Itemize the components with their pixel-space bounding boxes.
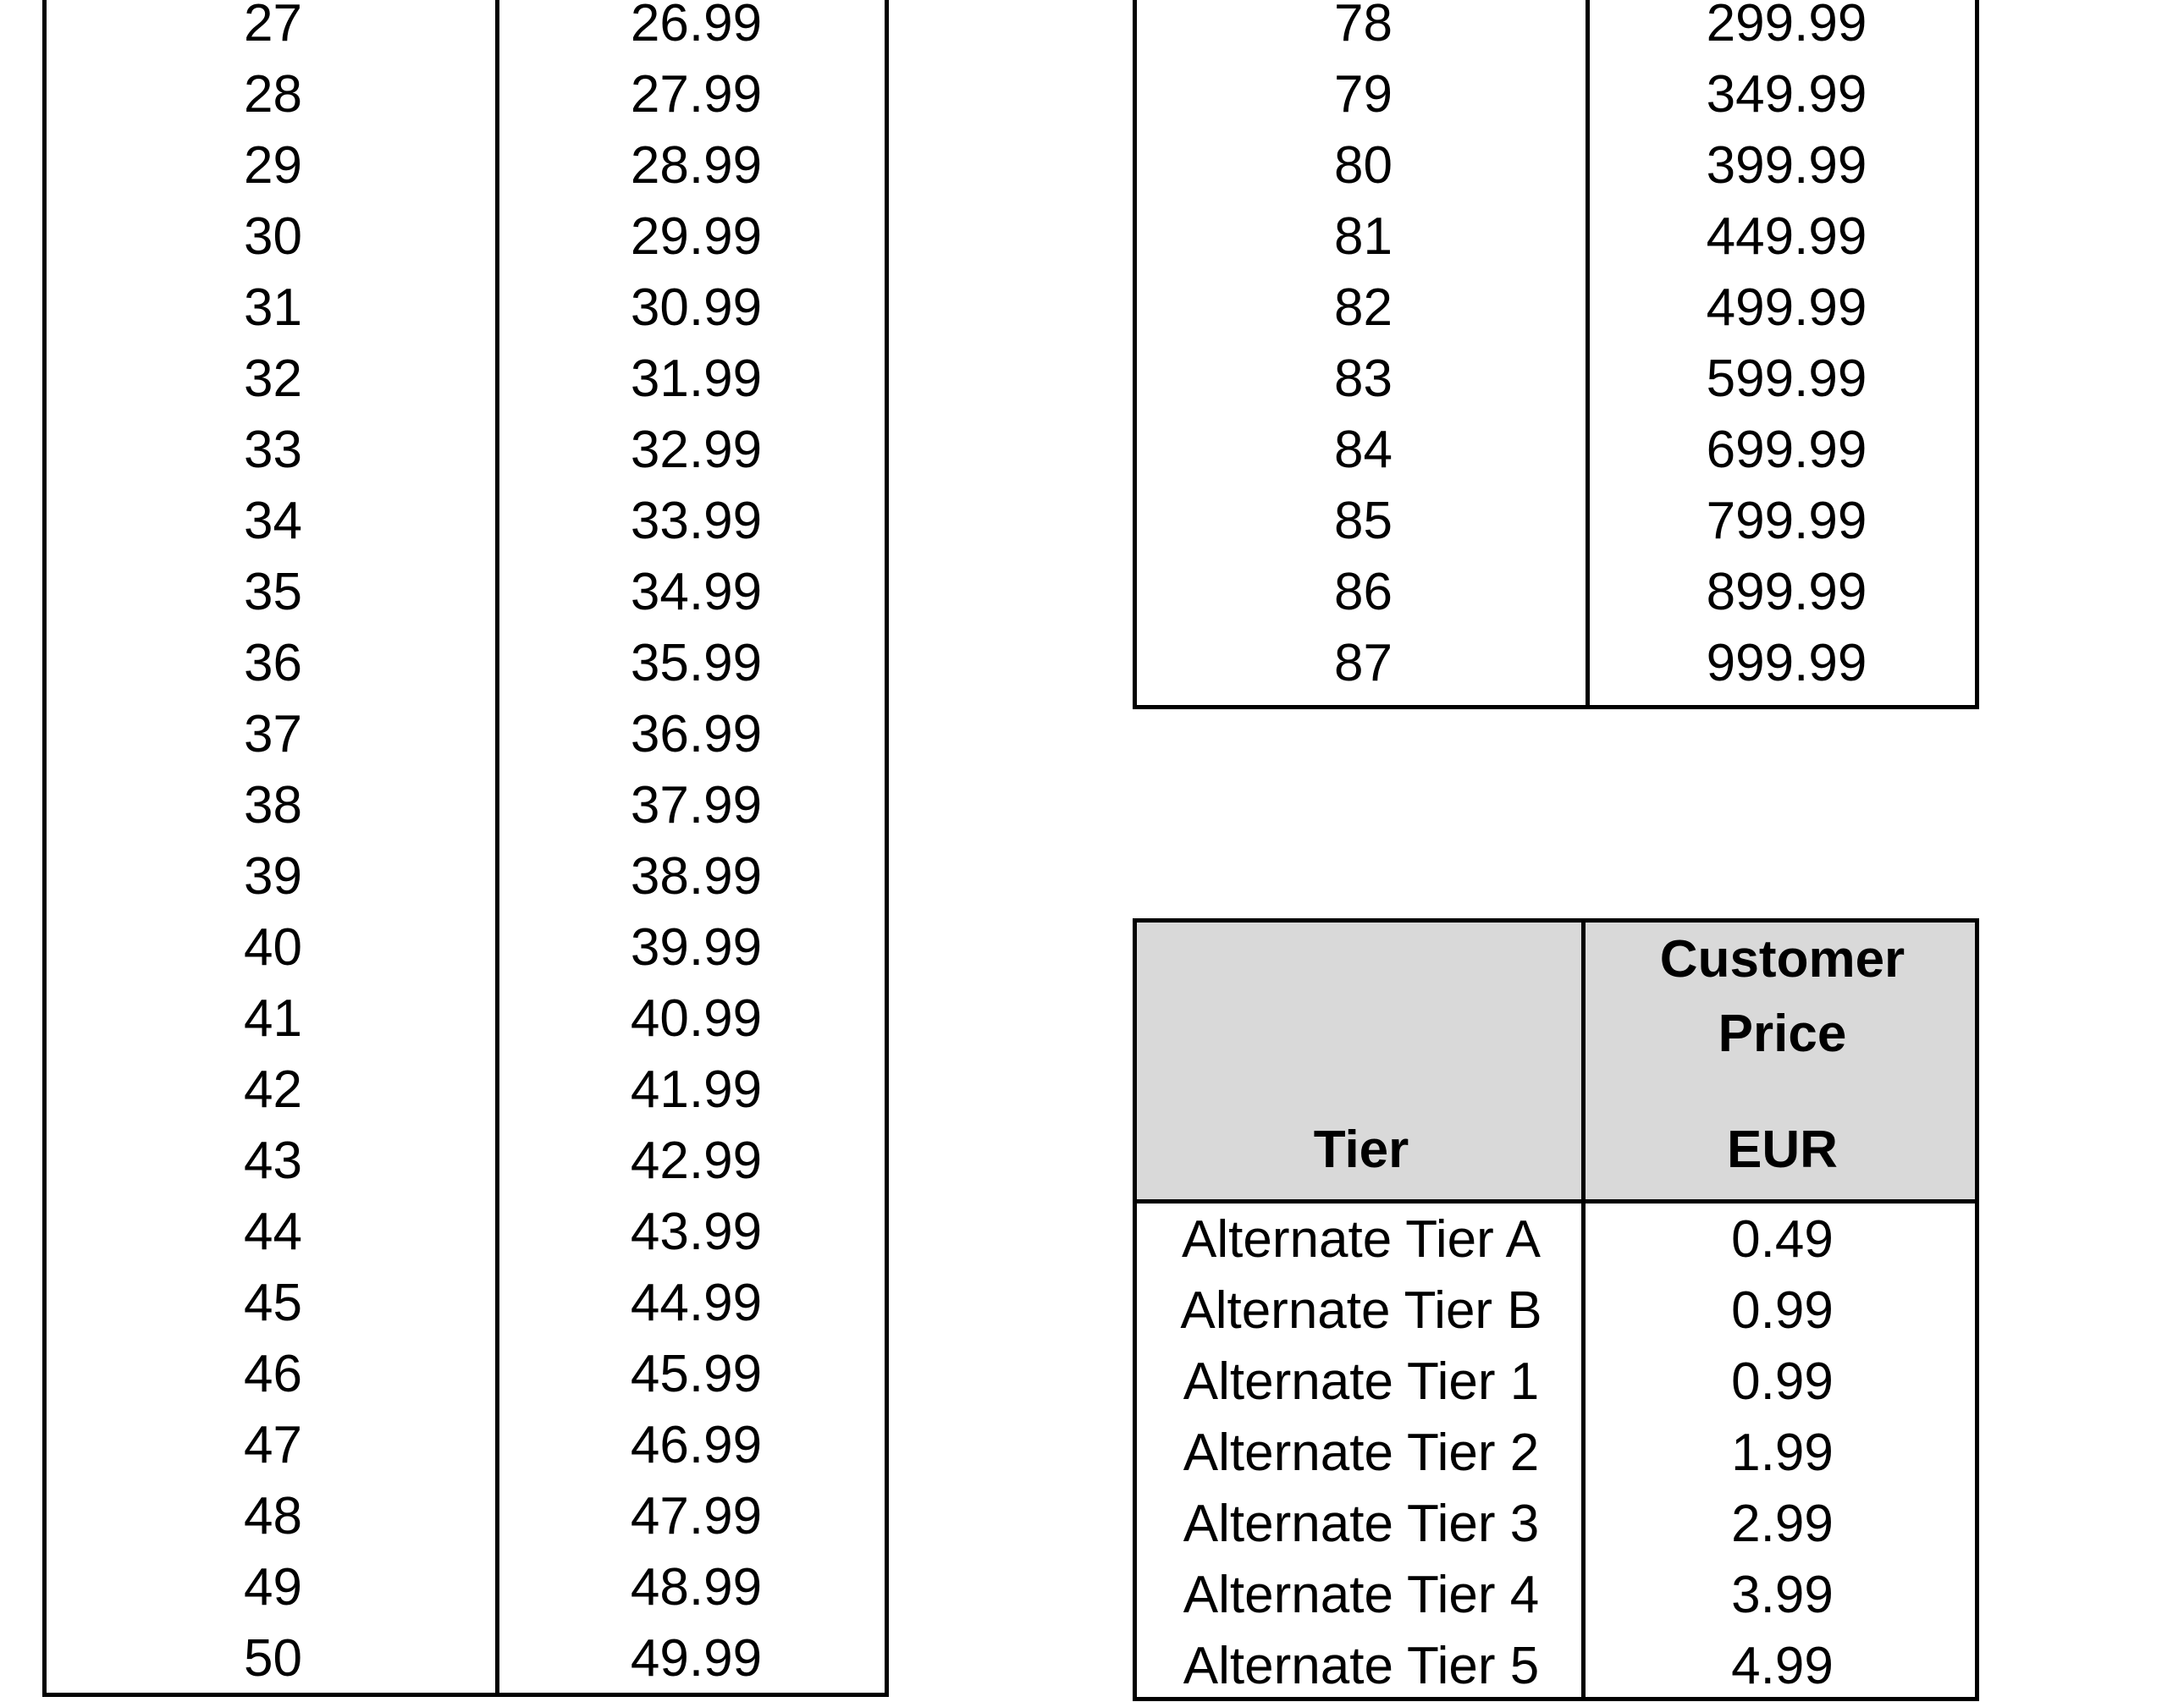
table-row [1137,1631,1975,1702]
tier-cell: Alternate Tier 5 [1183,1637,1540,1695]
tier-cell: 30 [244,207,302,266]
table-row [1137,1275,1975,1347]
table-row [47,1268,885,1339]
price-cell: 399.99 [1706,136,1867,195]
tier-cell: 32 [244,350,302,408]
tier-price-table-right [1133,0,1979,709]
tier-price-table-left [42,0,889,1697]
price-cell: 46.99 [630,1416,763,1474]
tier-cell: Alternate Tier 2 [1183,1424,1540,1482]
table-row [47,415,885,486]
tier-cell: 49 [244,1558,302,1617]
price-cell: 30.99 [630,278,763,337]
table-row [1137,628,1975,699]
price-cell: 38.99 [630,847,763,906]
table-row [1137,59,1975,130]
tier-cell: 80 [1334,136,1393,195]
tier-cell: 86 [1334,563,1393,621]
table-row [47,1339,885,1410]
table-row [47,1055,885,1126]
tier-cell: 81 [1334,207,1393,266]
tier-cell: 79 [1334,65,1393,124]
header-currency: EUR [1727,1121,1838,1179]
price-cell: 2.99 [1731,1495,1834,1553]
tier-cell: 50 [244,1629,302,1688]
tier-cell: 36 [244,634,302,692]
table-row [1137,1489,1975,1560]
tier-cell: 85 [1334,492,1393,550]
table-row [47,841,885,912]
table-row [47,59,885,130]
tier-cell: 43 [244,1132,302,1190]
price-cell: 27.99 [630,65,763,124]
table-row [1137,1560,1975,1631]
table-row [1137,130,1975,201]
table-row [47,557,885,628]
tier-cell: 47 [244,1416,302,1474]
price-cell: 29.99 [630,207,763,266]
table-row [47,1126,885,1197]
tier-cell: 78 [1334,0,1393,52]
price-cell: 39.99 [630,918,763,977]
price-cell: 0.49 [1731,1210,1834,1269]
price-cell: 32.99 [630,421,763,479]
tier-cell: 38 [244,776,302,834]
tier-cell: Alternate Tier 1 [1183,1352,1540,1411]
table-row [1137,0,1975,59]
price-cell: 36.99 [630,705,763,763]
tier-cell: 34 [244,492,302,550]
price-cell: 45.99 [630,1345,763,1403]
price-cell: 31.99 [630,350,763,408]
price-cell: 44.99 [630,1274,763,1332]
table-row [1137,1418,1975,1489]
table-row [47,1552,885,1623]
table-row [1137,486,1975,557]
header-tier: Tier [1313,1121,1409,1179]
tier-cell: 37 [244,705,302,763]
header-price: Price [1718,1005,1847,1063]
price-cell: 33.99 [630,492,763,550]
table-row [47,983,885,1055]
table-row [47,201,885,273]
table-row [47,912,885,983]
table-row [47,486,885,557]
price-cell: 599.99 [1706,350,1867,408]
price-cell: 299.99 [1706,0,1867,52]
table-row [1137,415,1975,486]
price-cell: 37.99 [630,776,763,834]
price-cell: 899.99 [1706,563,1867,621]
table-row [47,699,885,770]
tier-cell: 33 [244,421,302,479]
price-cell: 34.99 [630,563,763,621]
tier-cell: 42 [244,1060,302,1119]
price-cell: 40.99 [630,989,763,1048]
price-cell: 1.99 [1731,1424,1834,1482]
price-cell: 43.99 [630,1203,763,1261]
tier-cell: Alternate Tier B [1180,1281,1542,1340]
tier-cell: 45 [244,1274,302,1332]
table-row [47,273,885,344]
price-cell: 799.99 [1706,492,1867,550]
table-row [1137,273,1975,344]
price-cell: 47.99 [630,1487,763,1545]
tier-cell: 40 [244,918,302,977]
table-row [47,0,885,59]
price-cell: 41.99 [630,1060,763,1119]
price-cell: 449.99 [1706,207,1867,266]
table-row [1137,344,1975,415]
price-cell: 4.99 [1731,1637,1834,1695]
price-cell: 699.99 [1706,421,1867,479]
price-cell: 0.99 [1731,1352,1834,1411]
table-row [47,1197,885,1268]
tier-cell: 31 [244,278,302,337]
table-row [47,628,885,699]
price-cell: 349.99 [1706,65,1867,124]
tier-cell: Alternate Tier 3 [1183,1495,1540,1553]
table-header [1137,923,1975,1204]
table-row [47,344,885,415]
price-cell: 0.99 [1731,1281,1834,1340]
price-cell: 48.99 [630,1558,763,1617]
table-row [47,770,885,841]
price-cell: 28.99 [630,136,763,195]
table-row [1137,1204,1975,1275]
tier-cell: 39 [244,847,302,906]
tier-cell: 48 [244,1487,302,1545]
tier-cell: 29 [244,136,302,195]
tier-cell: 84 [1334,421,1393,479]
price-cell: 3.99 [1731,1566,1834,1624]
price-cell: 499.99 [1706,278,1867,337]
table-row [1137,557,1975,628]
tier-cell: 44 [244,1203,302,1261]
table-row [47,130,885,201]
tier-cell: 82 [1334,278,1393,337]
table-row [1137,201,1975,273]
tier-cell: Alternate Tier 4 [1183,1566,1540,1624]
header-customer: Customer [1659,930,1905,989]
alternate-tier-table [1133,918,1979,1701]
tier-cell: 83 [1334,350,1393,408]
price-cell: 42.99 [630,1132,763,1190]
tier-cell: 46 [244,1345,302,1403]
table-row [47,1623,885,1694]
table-row [47,1410,885,1481]
tier-cell: Alternate Tier A [1182,1210,1541,1269]
table-row [1137,1347,1975,1418]
price-cell: 49.99 [630,1629,763,1688]
tier-cell: 87 [1334,634,1393,692]
price-cell: 26.99 [630,0,763,52]
tier-cell: 28 [244,65,302,124]
tier-cell: 27 [244,0,302,52]
tier-cell: 41 [244,989,302,1048]
price-cell: 999.99 [1706,634,1867,692]
table-row [47,1481,885,1552]
price-cell: 35.99 [630,634,763,692]
tier-cell: 35 [244,563,302,621]
